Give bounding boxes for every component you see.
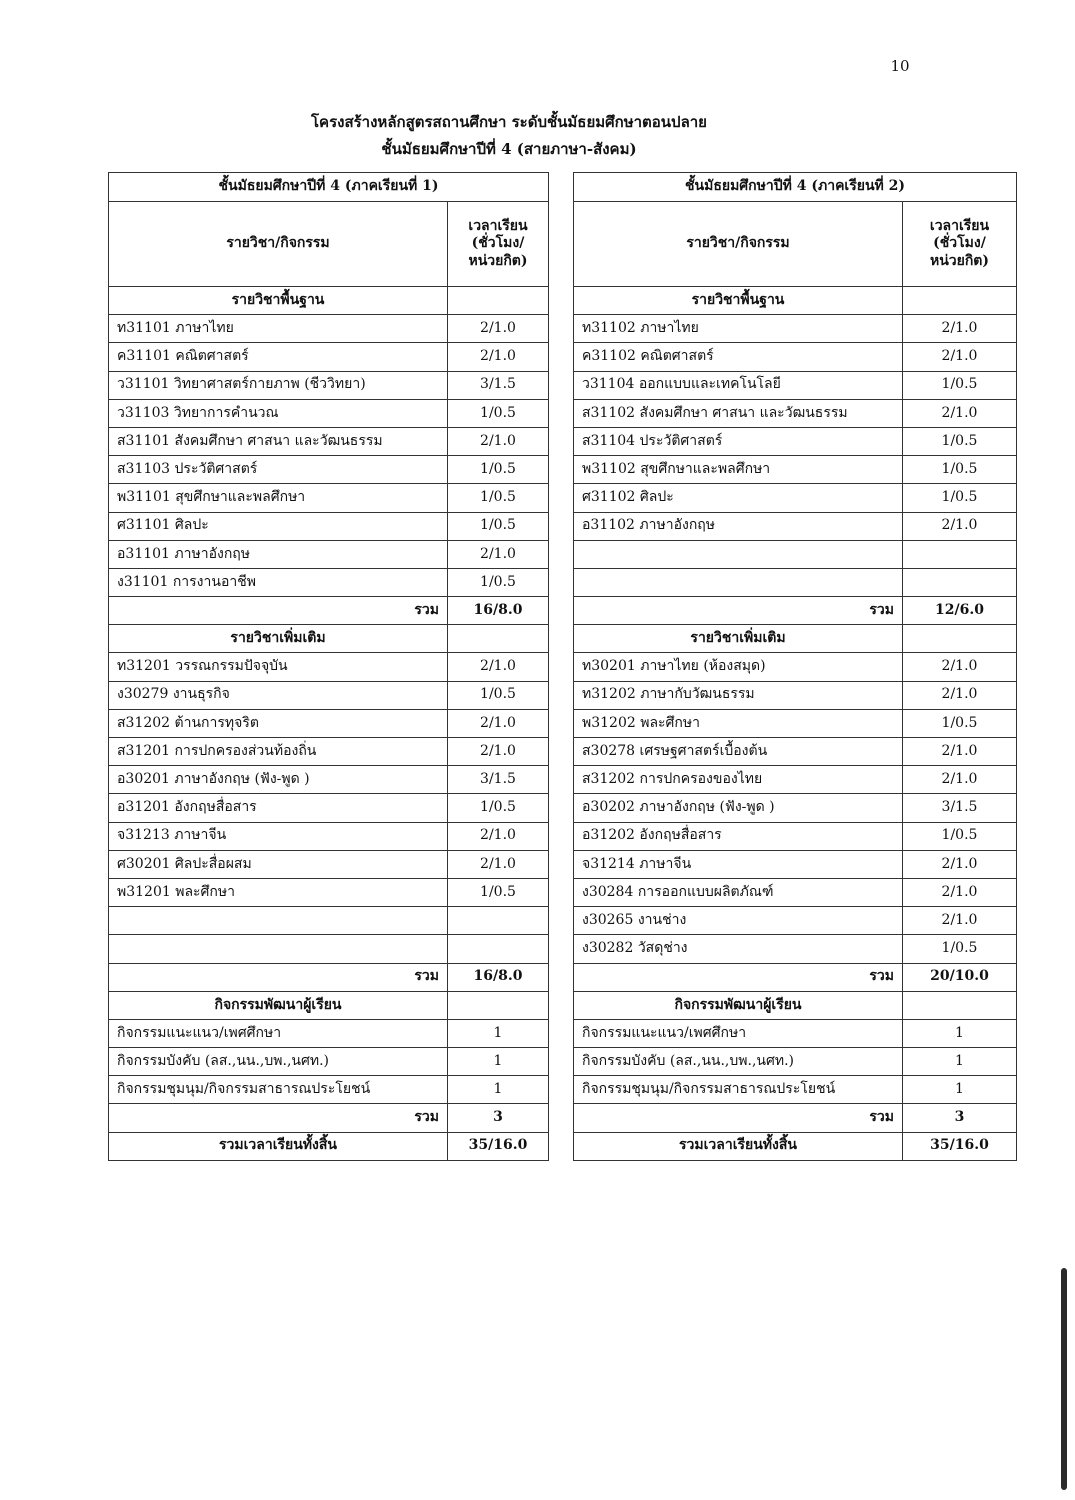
subject-column-header: รายวิชา/กิจกรรม <box>109 202 448 287</box>
grand-total-label: รวมเวลาเรียนทั้งสิ้น <box>574 1132 903 1160</box>
subject-name: ท31101 ภาษาไทย <box>109 315 448 343</box>
subject-name: ง30284 การออกแบบผลิตภัณฑ์ <box>574 878 903 906</box>
table-row <box>574 315 1017 343</box>
table-row <box>109 907 549 935</box>
subject-name: กิจกรรมชุมนุม/กิจกรรมสาธารณประโยชน์ <box>109 1076 448 1104</box>
time-header-line: หน่วยกิต) <box>468 252 528 269</box>
empty-cell <box>448 625 549 653</box>
table-row <box>574 794 1017 822</box>
subject-name: พ31201 พละศึกษา <box>109 878 448 906</box>
semester-title: ชั้นมัธยมศึกษาปีที่ 4 (ภาคเรียนที่ 2) <box>574 173 1017 202</box>
subject-hours: 2/1.0 <box>448 738 549 766</box>
table-row <box>574 709 1017 737</box>
basic-subjects-heading-row <box>574 287 1017 315</box>
table-row <box>109 878 549 906</box>
table-row <box>109 315 549 343</box>
time-header-line: เวลาเรียน <box>929 217 990 234</box>
table-row <box>109 850 549 878</box>
extra-subjects-sum-value: 16/8.0 <box>448 963 549 991</box>
grand-total-value: 35/16.0 <box>448 1132 549 1160</box>
subject-name <box>109 907 448 935</box>
subject-hours: 2/1.0 <box>903 681 1017 709</box>
table-row <box>574 822 1017 850</box>
sum-label: รวม <box>574 597 903 625</box>
subject-hours: 2/1.0 <box>903 766 1017 794</box>
table-row <box>574 907 1017 935</box>
subject-name <box>574 540 903 568</box>
table-row <box>109 653 549 681</box>
subject-hours: 2/1.0 <box>448 540 549 568</box>
table-row <box>109 681 549 709</box>
subject-name: พ31102 สุขศึกษาและพลศึกษา <box>574 456 903 484</box>
subject-hours: 1 <box>903 1048 1017 1076</box>
subject-name: ท31102 ภาษาไทย <box>574 315 903 343</box>
table-row <box>574 427 1017 455</box>
table-row <box>574 878 1017 906</box>
subject-name: ส31102 สังคมศึกษา ศาสนา และวัฒนธรรม <box>574 399 903 427</box>
table-row <box>574 399 1017 427</box>
semester-title: ชั้นมัธยมศึกษาปีที่ 4 (ภาคเรียนที่ 1) <box>109 173 549 202</box>
grand-total-label: รวมเวลาเรียนทั้งสิ้น <box>109 1132 448 1160</box>
subject-hours: 1/0.5 <box>448 681 549 709</box>
subject-name: อ30201 ภาษาอังกฤษ (ฟัง-พูด ) <box>109 766 448 794</box>
subject-hours: 3/1.5 <box>448 371 549 399</box>
subject-hours: 2/1.0 <box>448 709 549 737</box>
subject-name: กิจกรรมบังคับ (ลส.,นน.,บพ.,นศท.) <box>109 1048 448 1076</box>
subject-name: อ30202 ภาษาอังกฤษ (ฟัง-พูด ) <box>574 794 903 822</box>
time-column-header <box>448 202 549 287</box>
table-row <box>109 540 549 568</box>
table-row <box>109 1019 549 1047</box>
subject-name: ส31104 ประวัติศาสตร์ <box>574 427 903 455</box>
subject-name: ส31103 ประวัติศาสตร์ <box>109 456 448 484</box>
grand-total-row <box>574 1132 1017 1160</box>
subject-hours: 1/0.5 <box>903 427 1017 455</box>
scrollbar[interactable] <box>1061 1268 1067 1490</box>
subject-name: กิจกรรมแนะแนว/เพศศึกษา <box>109 1019 448 1047</box>
semester-title-row <box>109 173 549 202</box>
subject-name: กิจกรรมบังคับ (ลส.,นน.,บพ.,นศท.) <box>574 1048 903 1076</box>
subject-name: อ31102 ภาษาอังกฤษ <box>574 512 903 540</box>
sum-label: รวม <box>109 1104 448 1132</box>
table-row <box>574 484 1017 512</box>
subject-name: ง30265 งานช่าง <box>574 907 903 935</box>
subject-hours: 2/1.0 <box>448 653 549 681</box>
extra-subjects-sum-row <box>109 963 549 991</box>
sum-label: รวม <box>574 963 903 991</box>
basic-subjects-heading: รายวิชาพื้นฐาน <box>109 287 448 315</box>
subject-hours: 3/1.5 <box>903 794 1017 822</box>
subject-hours: 1/0.5 <box>903 484 1017 512</box>
subject-hours: 2/1.0 <box>903 343 1017 371</box>
subject-name <box>574 568 903 596</box>
subject-hours: 2/1.0 <box>903 850 1017 878</box>
subject-column-header: รายวิชา/กิจกรรม <box>574 202 903 287</box>
subject-name: ว31103 วิทยาการคำนวณ <box>109 399 448 427</box>
subject-name: อ31201 อังกฤษสื่อสาร <box>109 794 448 822</box>
subject-name: ศ31101 ศิลปะ <box>109 512 448 540</box>
semester-2-table <box>573 172 1017 1161</box>
empty-cell <box>448 991 549 1019</box>
sum-label: รวม <box>109 597 448 625</box>
semester-title-row <box>574 173 1017 202</box>
subject-name: ท31202 ภาษากับวัฒนธรรม <box>574 681 903 709</box>
table-row <box>574 1048 1017 1076</box>
table-row <box>109 512 549 540</box>
document-title: โครงสร้างหลักสูตรสถานศึกษา ระดับชั้นมัธยมศึกษาตอนปลาย <box>311 113 707 131</box>
subject-hours: 3/1.5 <box>448 766 549 794</box>
table-row <box>109 484 549 512</box>
table-row <box>109 709 549 737</box>
subject-name: จ31213 ภาษาจีน <box>109 822 448 850</box>
table-row <box>574 540 1017 568</box>
subject-hours: 1 <box>448 1076 549 1104</box>
subject-name: ส31202 ต้านการทุจริต <box>109 709 448 737</box>
subject-hours: 1/0.5 <box>448 794 549 822</box>
subject-hours: 1/0.5 <box>448 878 549 906</box>
activities-heading-row <box>109 991 549 1019</box>
document-subtitle: ชั้นมัธยมศึกษาปีที่ 4 (สายภาษา-สังคม) <box>381 140 637 158</box>
table-row <box>574 766 1017 794</box>
subject-hours: 2/1.0 <box>903 512 1017 540</box>
extra-subjects-sum-value: 20/10.0 <box>903 963 1017 991</box>
table-row <box>109 343 549 371</box>
activities-sum-value: 3 <box>903 1104 1017 1132</box>
table-row <box>109 399 549 427</box>
sum-label: รวม <box>109 963 448 991</box>
subject-hours: 2/1.0 <box>448 850 549 878</box>
subject-name: ท31201 วรรณกรรมปัจจุบัน <box>109 653 448 681</box>
time-header-line: หน่วยกิต) <box>929 252 990 269</box>
subject-hours: 1/0.5 <box>448 456 549 484</box>
subject-name: ส31201 การปกครองส่วนท้องถิ่น <box>109 738 448 766</box>
subject-hours: 2/1.0 <box>903 738 1017 766</box>
basic-subjects-sum-value: 16/8.0 <box>448 597 549 625</box>
subject-name: ส31202 การปกครองของไทย <box>574 766 903 794</box>
subject-hours: 1 <box>903 1019 1017 1047</box>
subject-hours: 2/1.0 <box>903 907 1017 935</box>
table-row <box>574 568 1017 596</box>
subject-hours: 1/0.5 <box>903 935 1017 963</box>
extra-subjects-heading: รายวิชาเพิ่มเติม <box>109 625 448 653</box>
activities-sum-row <box>574 1104 1017 1132</box>
subject-hours <box>903 540 1017 568</box>
table-row <box>574 1076 1017 1104</box>
table-row <box>574 850 1017 878</box>
subject-hours: 1 <box>448 1048 549 1076</box>
subject-name: ศ30201 ศิลปะสื่อผสม <box>109 850 448 878</box>
activities-heading-row <box>574 991 1017 1019</box>
subject-name: ส31101 สังคมศึกษา ศาสนา และวัฒนธรรม <box>109 427 448 455</box>
table-row <box>109 766 549 794</box>
subject-name: ว31101 วิทยาศาสตร์กายภาพ (ชีววิทยา) <box>109 371 448 399</box>
sum-label: รวม <box>574 1104 903 1132</box>
table-row <box>109 794 549 822</box>
subject-hours: 2/1.0 <box>903 315 1017 343</box>
basic-subjects-sum-value: 12/6.0 <box>903 597 1017 625</box>
table-row <box>109 1048 549 1076</box>
basic-subjects-heading: รายวิชาพื้นฐาน <box>574 287 903 315</box>
subject-name: กิจกรรมชุมนุม/กิจกรรมสาธารณประโยชน์ <box>574 1076 903 1104</box>
table-row <box>574 681 1017 709</box>
subject-name: ง30282 วัสดุช่าง <box>574 935 903 963</box>
table-row <box>109 822 549 850</box>
subject-name: พ31202 พละศึกษา <box>574 709 903 737</box>
subject-hours <box>448 907 549 935</box>
subject-name <box>109 935 448 963</box>
table-row <box>574 512 1017 540</box>
extra-subjects-heading: รายวิชาเพิ่มเติม <box>574 625 903 653</box>
subject-hours: 1/0.5 <box>448 484 549 512</box>
subject-hours: 2/1.0 <box>903 878 1017 906</box>
subject-name: ง30279 งานธุรกิจ <box>109 681 448 709</box>
subject-hours: 1 <box>903 1076 1017 1104</box>
table-row <box>574 738 1017 766</box>
basic-subjects-sum-row <box>574 597 1017 625</box>
table-row <box>109 456 549 484</box>
empty-cell <box>903 991 1017 1019</box>
column-header-row <box>574 202 1017 287</box>
table-row <box>109 427 549 455</box>
subject-name: ศ31102 ศิลปะ <box>574 484 903 512</box>
subject-hours: 1/0.5 <box>448 568 549 596</box>
subject-hours: 2/1.0 <box>448 315 549 343</box>
subject-hours: 1/0.5 <box>448 512 549 540</box>
table-row <box>109 371 549 399</box>
table-row <box>574 1019 1017 1047</box>
table-row <box>574 456 1017 484</box>
extra-subjects-sum-row <box>574 963 1017 991</box>
table-row <box>109 935 549 963</box>
subject-hours: 2/1.0 <box>448 427 549 455</box>
activities-sum-row <box>109 1104 549 1132</box>
column-header-row <box>109 202 549 287</box>
grand-total-value: 35/16.0 <box>903 1132 1017 1160</box>
subject-hours: 1/0.5 <box>448 399 549 427</box>
subject-hours: 2/1.0 <box>903 653 1017 681</box>
subject-hours: 1/0.5 <box>903 709 1017 737</box>
subject-hours: 1/0.5 <box>903 822 1017 850</box>
subject-hours <box>448 935 549 963</box>
basic-subjects-sum-row <box>109 597 549 625</box>
activities-heading: กิจกรรมพัฒนาผู้เรียน <box>109 991 448 1019</box>
subject-name: ง31101 การงานอาชีพ <box>109 568 448 596</box>
subject-hours <box>903 568 1017 596</box>
page-number: 10 <box>890 57 910 75</box>
semester-1-table <box>108 172 549 1161</box>
subject-name: กิจกรรมแนะแนว/เพศศึกษา <box>574 1019 903 1047</box>
subject-hours: 2/1.0 <box>903 399 1017 427</box>
table-row <box>574 935 1017 963</box>
subject-name: ค31101 คณิตศาสตร์ <box>109 343 448 371</box>
grand-total-row <box>109 1132 549 1160</box>
subject-name: ว31104 ออกแบบและเทคโนโลยี <box>574 371 903 399</box>
empty-cell <box>448 287 549 315</box>
subject-hours: 1/0.5 <box>903 456 1017 484</box>
table-row <box>574 343 1017 371</box>
time-header-line: (ชั่วโมง/ <box>471 235 525 252</box>
time-header-line: (ชั่วโมง/ <box>933 235 986 252</box>
table-row <box>574 371 1017 399</box>
basic-subjects-heading-row <box>109 287 549 315</box>
empty-cell <box>903 625 1017 653</box>
table-row <box>574 653 1017 681</box>
subject-name: ค31102 คณิตศาสตร์ <box>574 343 903 371</box>
subject-name: ส30278 เศรษฐศาสตร์เบื้องต้น <box>574 738 903 766</box>
subject-name: พ31101 สุขศึกษาและพลศึกษา <box>109 484 448 512</box>
subject-hours: 1 <box>448 1019 549 1047</box>
time-header-line: เวลาเรียน <box>468 217 528 234</box>
table-row <box>109 568 549 596</box>
activities-heading: กิจกรรมพัฒนาผู้เรียน <box>574 991 903 1019</box>
time-column-header <box>903 202 1017 287</box>
extra-subjects-heading-row <box>109 625 549 653</box>
empty-cell <box>903 287 1017 315</box>
subject-name: อ31101 ภาษาอังกฤษ <box>109 540 448 568</box>
subject-name: จ31214 ภาษาจีน <box>574 850 903 878</box>
extra-subjects-heading-row <box>574 625 1017 653</box>
table-row <box>109 1076 549 1104</box>
subject-hours: 2/1.0 <box>448 343 549 371</box>
activities-sum-value: 3 <box>448 1104 549 1132</box>
subject-hours: 1/0.5 <box>903 371 1017 399</box>
table-row <box>109 738 549 766</box>
subject-name: อ31202 อังกฤษสื่อสาร <box>574 822 903 850</box>
subject-name: ท30201 ภาษาไทย (ห้องสมุด) <box>574 653 903 681</box>
subject-hours: 2/1.0 <box>448 822 549 850</box>
